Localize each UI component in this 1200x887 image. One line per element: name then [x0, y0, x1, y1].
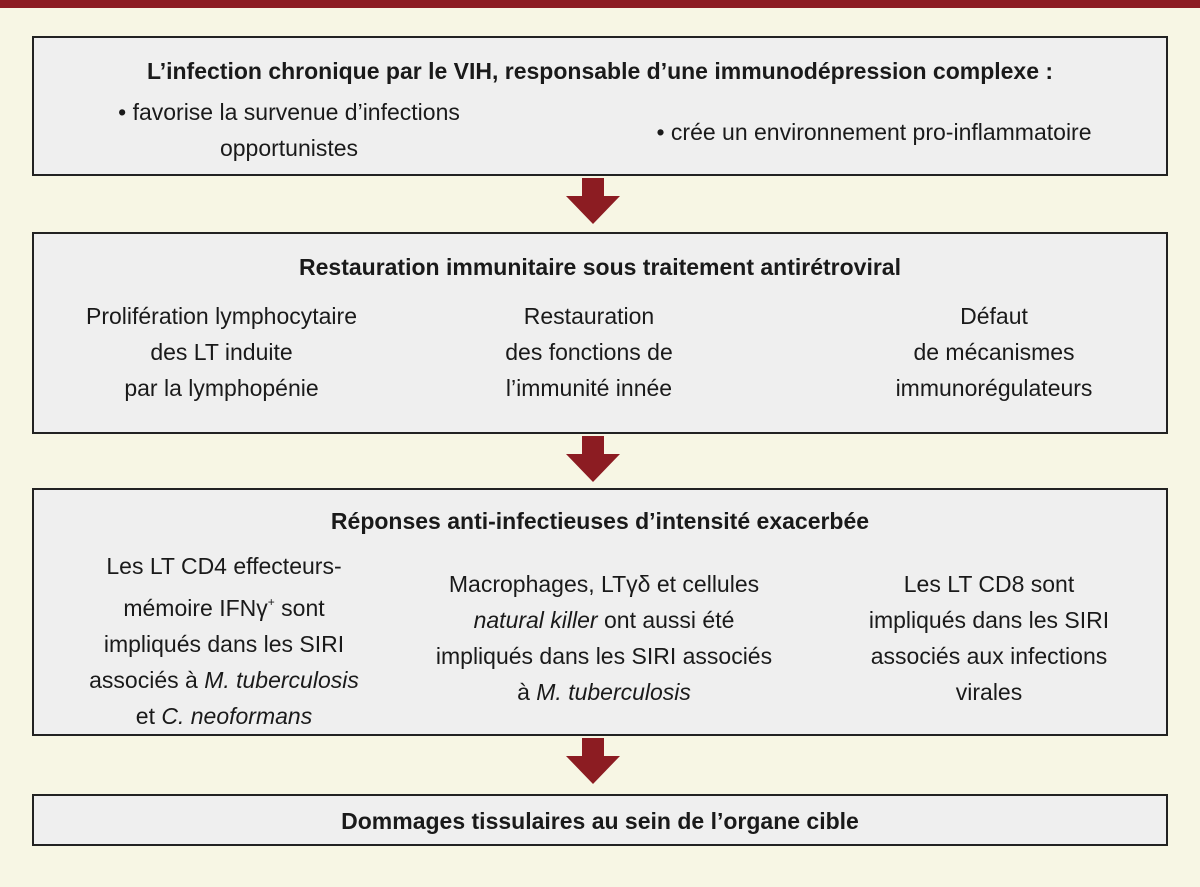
text-line: Macrophages, LTγδ et cellules	[448, 571, 760, 597]
text-segment: associés à	[89, 667, 205, 693]
box-immune-restoration	[32, 232, 1168, 434]
text-line: Les LT CD8 sont	[903, 571, 1075, 597]
top-accent-bar	[0, 0, 1200, 8]
restoration-col-innate	[434, 298, 744, 406]
box-immune-restoration-title: Restauration immunitaire sous traitement antirétroviral	[299, 254, 901, 280]
text-line: de mécanismes	[913, 339, 1075, 365]
text-line: des LT induite	[150, 339, 293, 365]
box-hiv-infection	[32, 36, 1168, 176]
text-line	[54, 698, 394, 734]
text-line: impliqués dans les SIRI	[103, 631, 345, 657]
text-line: Restauration	[523, 303, 655, 329]
text-line: impliqués dans les SIRI	[868, 607, 1110, 633]
restoration-col-lymphocyte	[44, 298, 399, 406]
restoration-col-regulatory	[834, 298, 1154, 406]
box-tissue-damage	[32, 794, 1168, 846]
superscript-plus: +	[267, 595, 275, 609]
text-line: Les LT CD4 effecteurs-	[106, 553, 342, 579]
box-exacerbated-responses-title: Réponses anti-infectieuses d’intensité exacerbée	[330, 508, 870, 534]
text-line: Défaut	[960, 303, 1028, 329]
species-name: M. tuberculosis	[204, 667, 359, 693]
text-line: l’immunité innée	[505, 375, 673, 401]
text-line	[404, 602, 804, 638]
responses-col-macrophages	[404, 566, 804, 710]
down-arrow-icon	[566, 178, 620, 224]
text-line: Prolifération lymphocytaire	[85, 303, 357, 329]
flow-arrow-2	[566, 436, 620, 482]
down-arrow-icon	[566, 436, 620, 482]
hiv-proinflammatory: • crée un environnement pro-inflammatoire	[656, 119, 1092, 145]
box-exacerbated-responses	[32, 488, 1168, 736]
text-line: immunorégulateurs	[895, 375, 1093, 401]
text-line: des fonctions de	[505, 339, 673, 365]
text-line: par la lymphopénie	[124, 375, 319, 401]
text-line	[54, 584, 394, 626]
text-line: associés aux infections	[870, 643, 1108, 669]
responses-col-cd4	[54, 548, 394, 734]
text-segment: ont aussi été	[597, 607, 735, 633]
text-line: impliqués dans les SIRI associés	[435, 643, 773, 669]
box-hiv-infection-title: L’infection chronique par le VIH, responsable d’une immunodépression complexe :	[146, 58, 1054, 84]
text-line	[404, 674, 804, 710]
text-segment: mémoire IFNγ	[123, 595, 268, 621]
cell-type-name: natural killer	[473, 607, 598, 633]
text-line: virales	[955, 679, 1023, 705]
down-arrow-icon	[566, 738, 620, 784]
hiv-left-line: opportunistes	[219, 135, 359, 161]
species-name: M. tuberculosis	[536, 679, 691, 705]
text-segment: à	[517, 679, 537, 705]
flow-arrow-1	[566, 178, 620, 224]
text-segment: et	[135, 703, 162, 729]
box-tissue-damage-title: Dommages tissulaires au sein de l’organe cible	[341, 808, 859, 834]
hiv-left-line: • favorise la survenue d’infections	[118, 99, 460, 125]
responses-col-cd8	[824, 566, 1154, 710]
species-name: C. neoformans	[161, 703, 313, 729]
text-line	[54, 662, 394, 698]
text-segment: sont	[274, 595, 325, 621]
hiv-opportunistic-infections	[54, 94, 524, 166]
flow-arrow-3	[566, 738, 620, 784]
